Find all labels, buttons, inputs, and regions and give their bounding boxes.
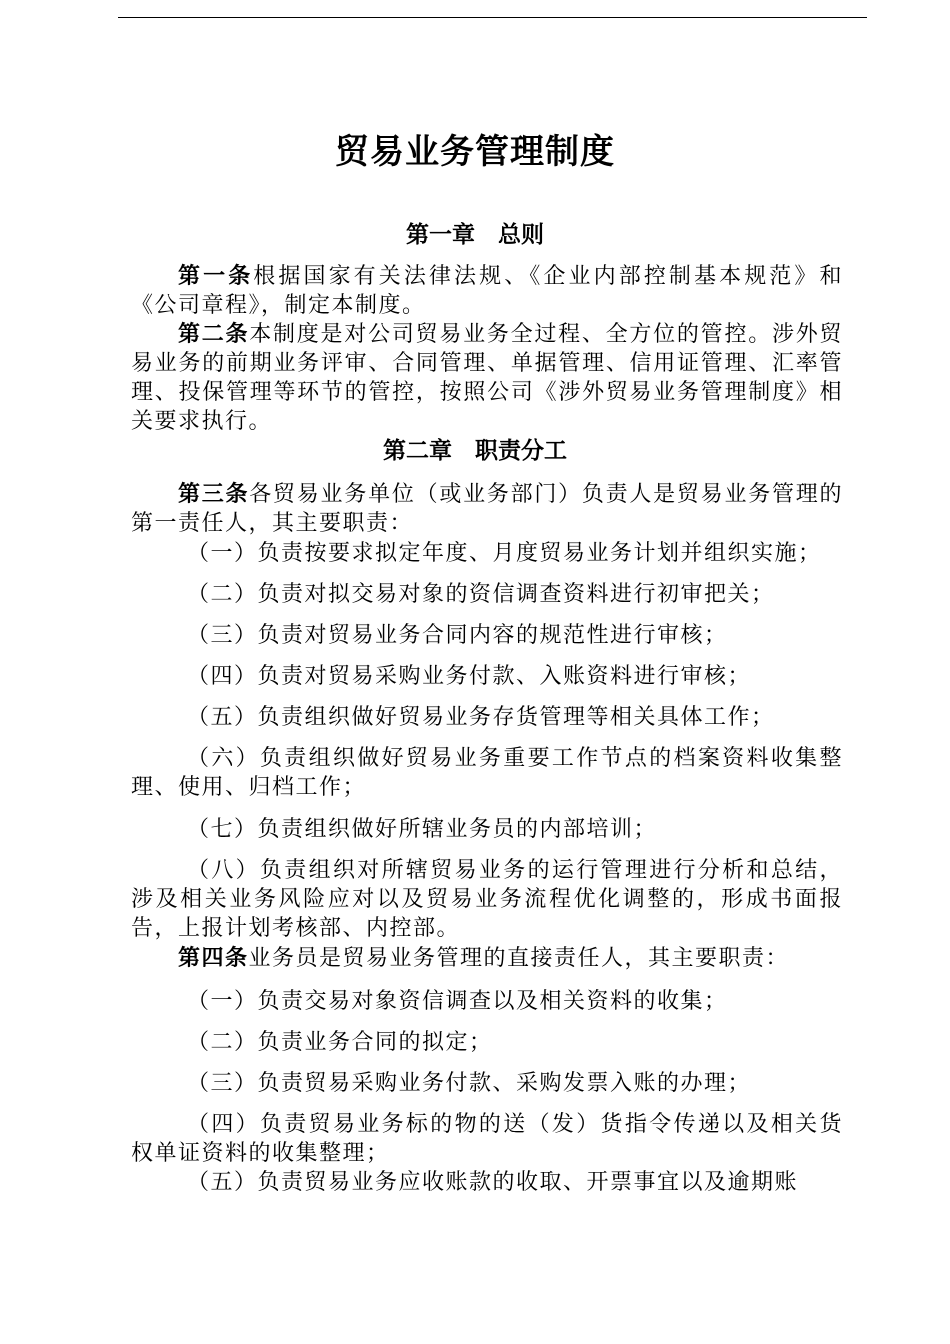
list-item: （三）负责贸易采购业务付款、采购发票入账的办理；	[187, 1071, 752, 1096]
article-text: 各贸易业务单位（或业务部门）负责人是贸易业务管理的第一责任人，其主要职责：	[131, 482, 843, 536]
article-text: 根据国家有关法律法规、《企业内部控制基本规范》和《公司章程》，制定本制度。	[131, 264, 843, 318]
article-label: 第一条	[178, 264, 254, 289]
document-title: 贸易业务管理制度	[335, 132, 615, 172]
list-item: （六）负责组织做好贸易业务重要工作节点的档案资料收集整理、使用、归档工作；	[131, 746, 843, 800]
article-label: 第二条	[178, 322, 250, 347]
list-item: （五）负责贸易业务应收账款的收取、开票事宜以及逾期账	[187, 1170, 799, 1195]
chapter-heading: 第一章 总则	[406, 222, 544, 248]
list-item: （八）负责组织对所辖贸易业务的运行管理进行分析和总结，涉及相关业务风险应对以及贸易业务流程优化调整的，形成书面报告，上报计划考核部、内控部。	[131, 858, 843, 941]
list-item: （四）负责对贸易采购业务付款、入账资料进行审核；	[187, 664, 752, 689]
list-item: （四）负责贸易业务标的物的送（发）货指令传递以及相关货权单证资料的收集整理；	[131, 1112, 843, 1166]
list-item: （七）负责组织做好所辖业务员的内部培训；	[187, 817, 658, 842]
header-rule	[118, 17, 867, 18]
article-paragraph	[131, 320, 843, 436]
article-label: 第四条	[178, 946, 249, 971]
list-item: （五）负责组织做好贸易业务存货管理等相关具体工作；	[187, 705, 775, 730]
list-item: （二）负责对拟交易对象的资信调查资料进行初审把关；	[187, 582, 775, 607]
article-text: 业务员是贸易业务管理的直接责任人，其主要职责：	[248, 946, 790, 971]
article-text: 本制度是对公司贸易业务全过程、全方位的管控。涉外贸易业务的前期业务评审、合同管理、单据管理、信用证管理、汇率管理、投保管理等环节的管控，按照公司《涉外贸易业务管理制度》相关要求执行。	[131, 322, 843, 434]
article-label: 第三条	[178, 482, 250, 507]
article-paragraph	[131, 944, 843, 973]
article-paragraph	[131, 262, 843, 320]
list-item: （三）负责对贸易业务合同内容的规范性进行审核；	[187, 623, 728, 648]
list-item: （二）负责业务合同的拟定；	[187, 1030, 493, 1055]
article-paragraph	[131, 480, 843, 538]
list-item: （一）负责交易对象资信调查以及相关资料的收集；	[187, 989, 728, 1014]
chapter-heading: 第二章 职责分工	[383, 438, 567, 464]
list-item: （一）负责按要求拟定年度、月度贸易业务计划并组织实施；	[187, 541, 822, 566]
